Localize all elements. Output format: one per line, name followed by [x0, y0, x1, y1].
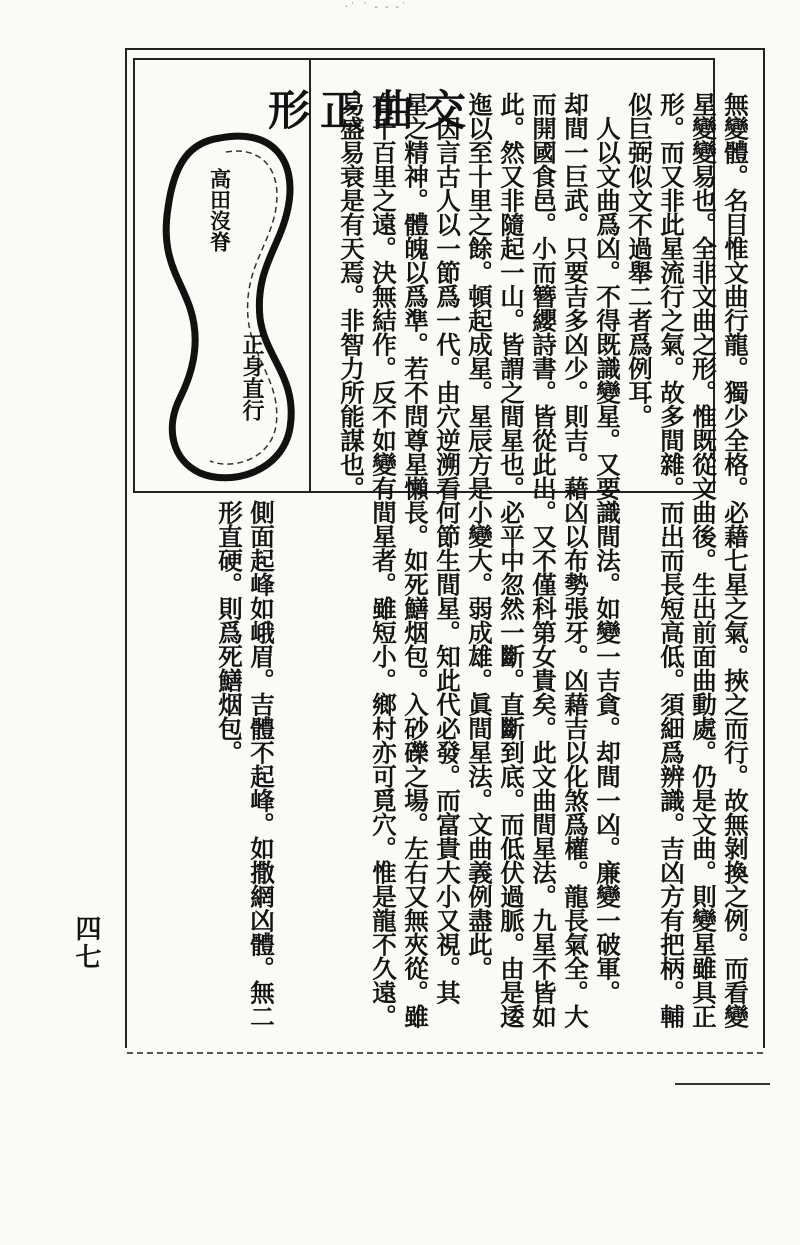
body-column: 却間一巨武。只要吉多凶少。則吉。藉凶以布勢張牙。凶藉吉以化煞爲權。龍長氣全。大 — [561, 92, 590, 1028]
diagram-label-bottom: 正身直行 — [239, 333, 265, 421]
note-column: 側面起峰如峨眉。吉體不起峰。如撒網凶體。無二 — [247, 500, 276, 1028]
ridge-diagram — [160, 128, 300, 490]
body-column: 此。然又非隨起一山。皆謂之間星也。必平中忽然一斷。直斷到底。而低伏過脈。由是逶 — [497, 92, 526, 1028]
body-column: 而開國食邑。小而簪纓詩書。皆從此出。又不僅科第女貴矣。此文曲間星法。九星不皆如 — [529, 92, 558, 1028]
diagram-label-top: 高田沒脊 — [207, 168, 233, 252]
bottom-rule — [675, 1083, 770, 1085]
body-column: 人以文曲爲凶。不得既識變星。又要識間法。如變一吉貪。却間一凶。廉變一破軍。 — [593, 92, 622, 1004]
body-column: 迤以至十里之餘。頓起成星。星辰方是小變大。弱成雄。眞間星法。文曲義例盡此。 — [465, 92, 494, 980]
body-column: 星變變易也。全非文曲之形。惟既從文曲後。生出前面曲動處。仍是文曲。則變星雖具正 — [689, 92, 718, 1028]
body-column: 因言古人以一節爲一代。由穴逆溯看何節生間星。知此代必發。而富貴大小又視。其 — [433, 92, 462, 1004]
note-column: 形直硬。則爲死鱔烟包。 — [215, 500, 244, 764]
body-column: 似巨弼似文不過舉二者爲例耳。 — [625, 92, 654, 428]
page-number: 四七 — [71, 915, 101, 971]
body-column: 易盛易衰是有天焉。非智力所能謀也。 — [337, 92, 366, 500]
body-column: 星之精神。體魄以爲準。若不問尊星懶長。如死鱔烟包。入砂礫之場。左右又無夾從。雖 — [401, 92, 430, 1028]
top-scan-speck: ·˙ ˙ - - -˙ — [345, 2, 409, 13]
body-column: 形。而又非此星流行之氣。故多間雜。而出而長短高低。須細爲辨識。吉凶方有把柄。輔 — [657, 92, 686, 1028]
body-column: 無變體。名目惟文曲行龍。獨少全格。必藉七星之氣。挾之而行。故無剝換之例。而看變 — [721, 92, 750, 1028]
page-frame-bottom — [127, 1052, 763, 1054]
diagram-title: 形正曲交 — [268, 86, 477, 135]
body-column: 有千百里之遠。決無結作。反不如變有間星者。雖短小。鄉村亦可覓穴。惟是龍不久遠。 — [369, 92, 398, 1028]
